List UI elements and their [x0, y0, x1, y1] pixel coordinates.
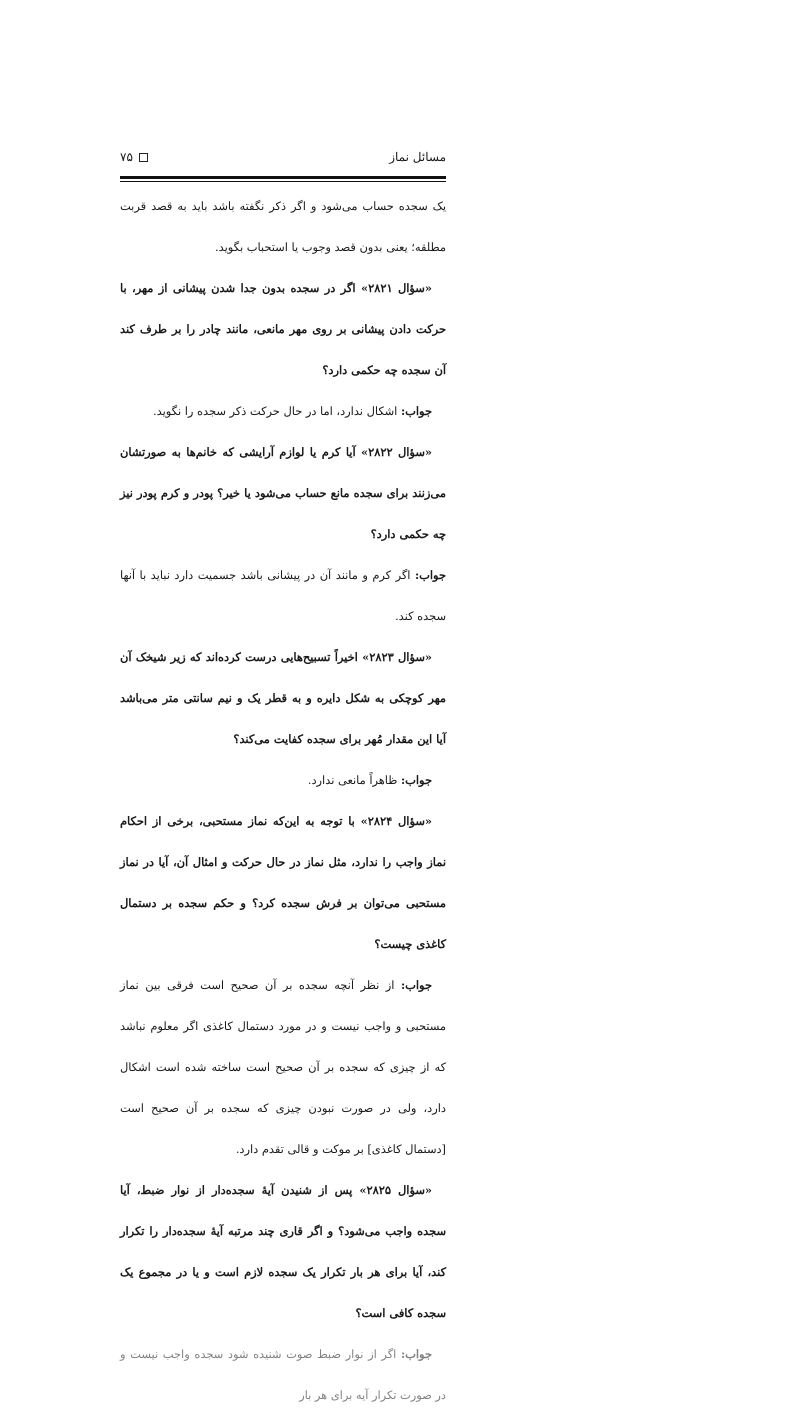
page-number-text: ۷۵ [120, 150, 133, 164]
answer-2821 [120, 391, 446, 432]
answer-text: اشکال ندارد، اما در حال حرکت ذکر سجده را نگوید. [153, 404, 401, 418]
answer-text: از نظر آنچه سجده بر آن صحیح است فرقی بین نماز مستحبی و واجب نیست و در مورد دستمال کاغذی اگر معلوم نباشد که از چیزی که سجده بر آن صحیح است ساخته شده است اشکال دارد، ولی در صورت نبودن چیزی که سجده بر آن صحیح است [دستمال کاغذی] بر موکت و قالی تقدم دارد. [120, 978, 446, 1156]
square-ornament-icon [139, 153, 148, 162]
question-2825: «سؤال ۲۸۲۵» پس از شنیدن آیهٔ سجده‌دار از نوار ضبط، آیا سجده واجب می‌شود؟ و اگر قاری چند مرتبه آیهٔ سجده‌دار را تکرار کند، آیا برای هر بار تکرار یک سجده لازم است و یا در مجموع یک سجده کافی است؟ [120, 1183, 446, 1320]
question-2824: «سؤال ۲۸۲۴» با توجه به این‌که نماز مستحبی، برخی از احکام نماز واجب را ندارد، مثل نماز در حال حرکت و امثال آن، آیا در نماز مستحبی می‌توان بر فرش سجده کرد؟ و حکم سجده بر دستمال کاغذی چیست؟ [120, 814, 446, 951]
page-number [120, 150, 148, 164]
answer-2822 [120, 555, 446, 637]
answer-2823 [120, 760, 446, 801]
answer-label: جواب: [400, 978, 432, 992]
question-2823: «سؤال ۲۸۲۳» اخیراً تسبیح‌هایی درست کرده‌اند که زیر شیخک آن مهر کوچکی به شکل دایره و به قطر یک و نیم سانتی متر می‌باشد آیا این مقدار مُهر برای سجده کفایت می‌کند؟ [120, 650, 446, 746]
page-body [120, 186, 446, 1416]
answer-label: جواب: [400, 404, 432, 418]
question-2822: «سؤال ۲۸۲۲» آیا کرم یا لوازم آرایشی که خانم‌ها به صورتشان می‌زنند برای سجده مانع حساب می‌شود یا خیر؟ پودر و کرم پودر نیز چه حکمی دارد؟ [120, 445, 446, 541]
answer-2825 [120, 1334, 446, 1416]
header-rule-thin [120, 181, 446, 182]
header-rule-thick [120, 176, 446, 179]
answer-text: ظاهراً مانعی ندارد. [307, 773, 401, 787]
answer-2824 [120, 965, 446, 1170]
question-2821: «سؤال ۲۸۲۱» اگر در سجده بدون جدا شدن پیشانی از مهر، با حرکت دادن پیشانی بر روی مهر مانعی، مانند چادر را بر طرف کند آن سجده چه حکمی دارد؟ [120, 281, 446, 377]
intro-paragraph: یک سجده حساب می‌شود و اگر ذکر نگفته باشد باید به قصد قربت مطلقه؛ یعنی بدون قصد وجوب یا استحباب بگوید. [120, 199, 446, 254]
answer-text: اگر از نوار ضبط صوت شنیده شود سجده واجب نیست و در صورت تکرار آیه برای هر بار [120, 1347, 446, 1402]
running-title: مسائل نماز [389, 150, 446, 164]
answer-label: جواب: [414, 568, 446, 582]
page-header [120, 148, 446, 176]
book-page [120, 148, 446, 1402]
answer-label: جواب: [400, 1347, 432, 1361]
answer-label: جواب: [400, 773, 432, 787]
answer-text: اگر کرم و مانند آن در پیشانی باشد جسمیت دارد نباید با آنها سجده کند. [120, 568, 446, 623]
